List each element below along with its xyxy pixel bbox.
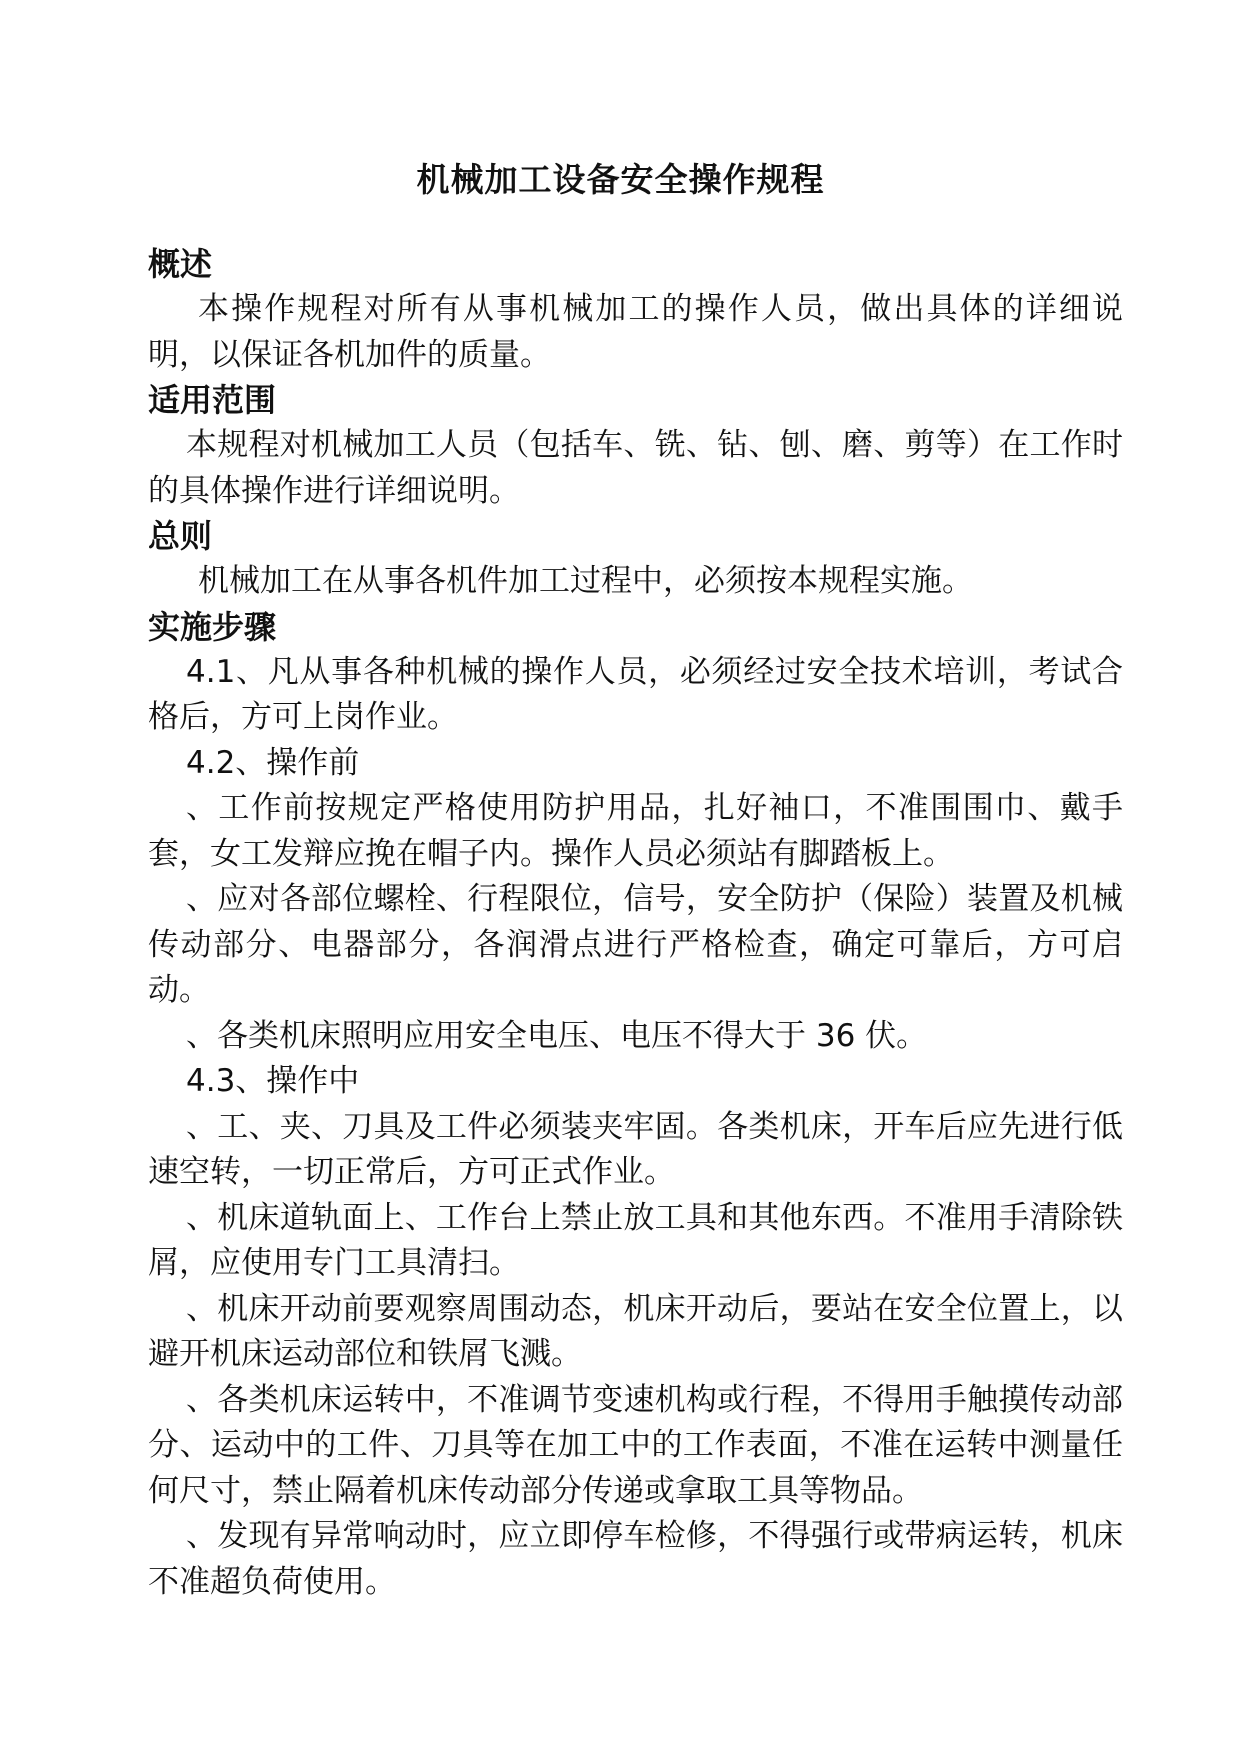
in-op-item-5: 、发现有异常响动时，应立即停车检修，不得强行或带病运转，机床不准超负荷使用。 [148, 1518, 1123, 1600]
general-paragraph: 机械加工在从事各机件加工过程中，必须按本规程实施。 [198, 563, 973, 599]
step-4-3-heading: 4.3、操作中 [186, 1063, 360, 1099]
document-title: 机械加工设备安全操作规程 [416, 160, 825, 199]
section-heading-scope: 适用范围 [148, 381, 277, 419]
step-4-2-heading: 4.2、操作前 [186, 744, 360, 781]
document-body [148, 242, 1123, 1605]
pre-op-item-2: 、应对各部位螺栓、行程限位，信号，安全防护（保险）装置及机械传动部分、电器部分，各润滑点进行严格检查，确定可靠后，方可启动。 [148, 881, 1123, 1008]
step-4-1-paragraph: 4.1、凡从事各种机械的操作人员，必须经过安全技术培训，考试合格后，方可上岗作业。 [148, 653, 1123, 735]
pre-op-item-3: 、各类机床照明应用安全电压、电压不得大于 36 伏。 [186, 1017, 928, 1054]
in-op-item-3: 、机床开动前要观察周围动态，机床开动后，要站在安全位置上，以避开机床运动部位和铁屑飞溅。 [148, 1290, 1123, 1372]
in-op-item-1: 、工、夹、刀具及工件必须装夹牢固。各类机床，开车后应先进行低速空转，一切正常后，方可正式作业。 [148, 1108, 1123, 1190]
scope-paragraph: 本规程对机械加工人员（包括车、铣、钻、刨、磨、剪等）在工作时的具体操作进行详细说明。 [148, 427, 1123, 509]
section-heading-general: 总则 [148, 517, 213, 555]
pre-op-item-1: 、工作前按规定严格使用防护用品，扎好袖口，不准围围巾、戴手套，女工发辩应挽在帽子内。操作人员必须站有脚踏板上。 [148, 790, 1123, 872]
section-heading-steps: 实施步骤 [148, 607, 277, 646]
in-op-item-4: 、各类机床运转中，不准调节变速机构或行程，不得用手触摸传动部分、运动中的工件、刀具等在加工中的工作表面，不准在运转中测量任何尺寸，禁止隔着机床传动部分传递或拿取工具等物品。 [148, 1381, 1123, 1509]
overview-paragraph: 本操作规程对所有从事机械加工的操作人员，做出具体的详细说明，以保证各机加件的质量。 [148, 291, 1123, 373]
section-heading-overview: 概述 [148, 245, 213, 283]
in-op-item-2: 、机床道轨面上、工作台上禁止放工具和其他东西。不准用手清除铁屑，应使用专门工具清扫。 [148, 1199, 1123, 1281]
